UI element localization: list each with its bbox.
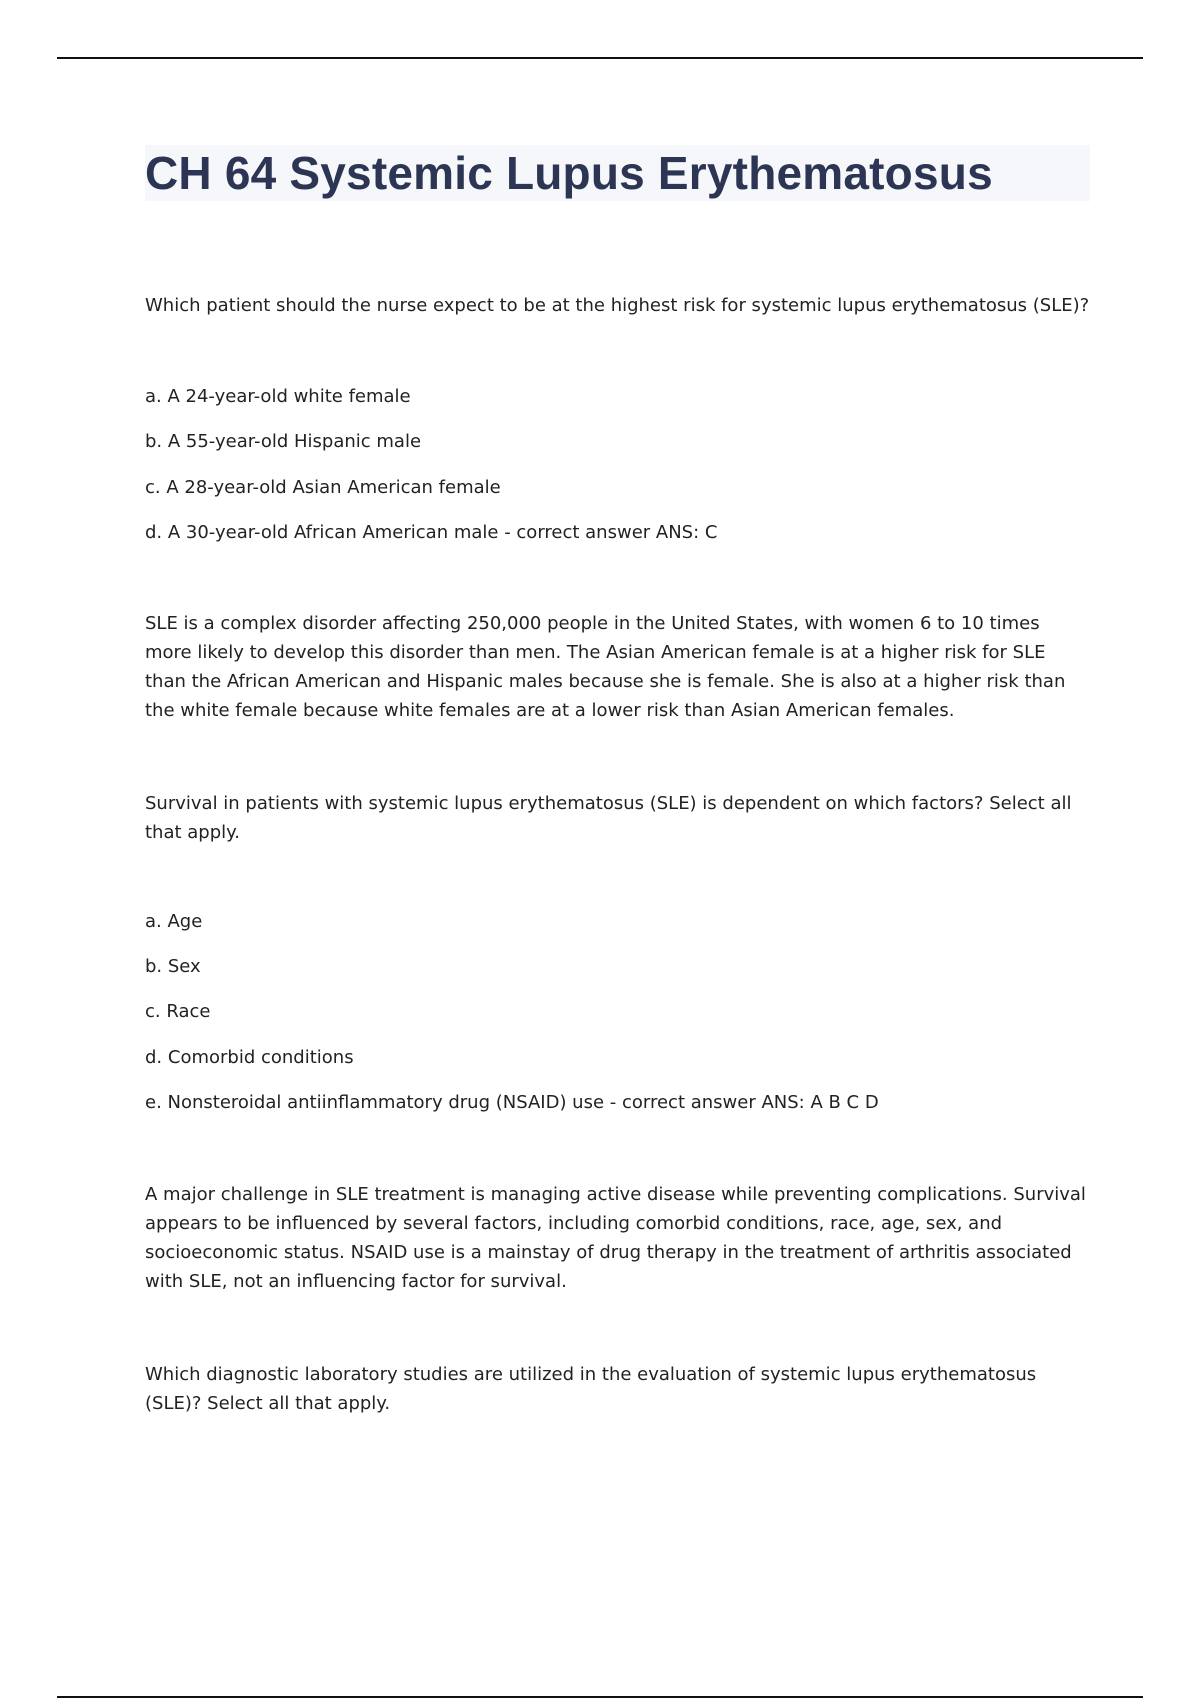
header-rule [57, 57, 1143, 59]
question-1-option-c: c. A 28-year-old Asian American female [145, 477, 501, 498]
question-2-option-d: d. Comorbid conditions [145, 1047, 354, 1068]
question-2-option-a: a. Age [145, 911, 203, 932]
question-2: Survival in patients with systemic lupus erythematosus (SLE) is dependent on which factors? Select all that apply. [145, 793, 1072, 843]
question-1-rationale: SLE is a complex disorder affecting 250,000 people in the United States, with women 6 to 10 times more likely to develop this disorder than men. The Asian American female is at a higher risk for SLE than the African American and Hispanic males because she is female. She is also at a higher risk than the white female because white females are at a lower risk than Asian American females. [145, 613, 1066, 721]
question-2-option-e: e. Nonsteroidal antiinflammatory drug (NSAID) use - correct answer ANS: A B C D [145, 1092, 879, 1113]
question-2-rationale: A major challenge in SLE treatment is managing active disease while preventing complications. Survival appears to be influenced by several factors, including comorbid conditions, race, age, sex, and socioeconomic status. NSAID use is a mainstay of drug therapy in the treatment of arthritis associated with SLE, not an influencing factor for survival. [145, 1184, 1086, 1292]
question-2-option-b: b. Sex [145, 956, 201, 977]
question-3: Which diagnostic laboratory studies are utilized in the evaluation of systemic lupus erythematosus (SLE)? Select all that apply. [145, 1364, 1037, 1414]
question-2-option-c: c. Race [145, 1001, 211, 1022]
question-1-option-b: b. A 55-year-old Hispanic male [145, 431, 422, 452]
document-title: CH 64 Systemic Lupus Erythematosus [145, 147, 993, 199]
question-1-option-d: d. A 30-year-old African American male - correct answer ANS: C [145, 522, 718, 543]
footer-rule [57, 1696, 1143, 1698]
question-1-option-a: a. A 24-year-old white female [145, 386, 411, 407]
question-1: Which patient should the nurse expect to be at the highest risk for systemic lupus erythematosus (SLE)? [145, 295, 1090, 316]
